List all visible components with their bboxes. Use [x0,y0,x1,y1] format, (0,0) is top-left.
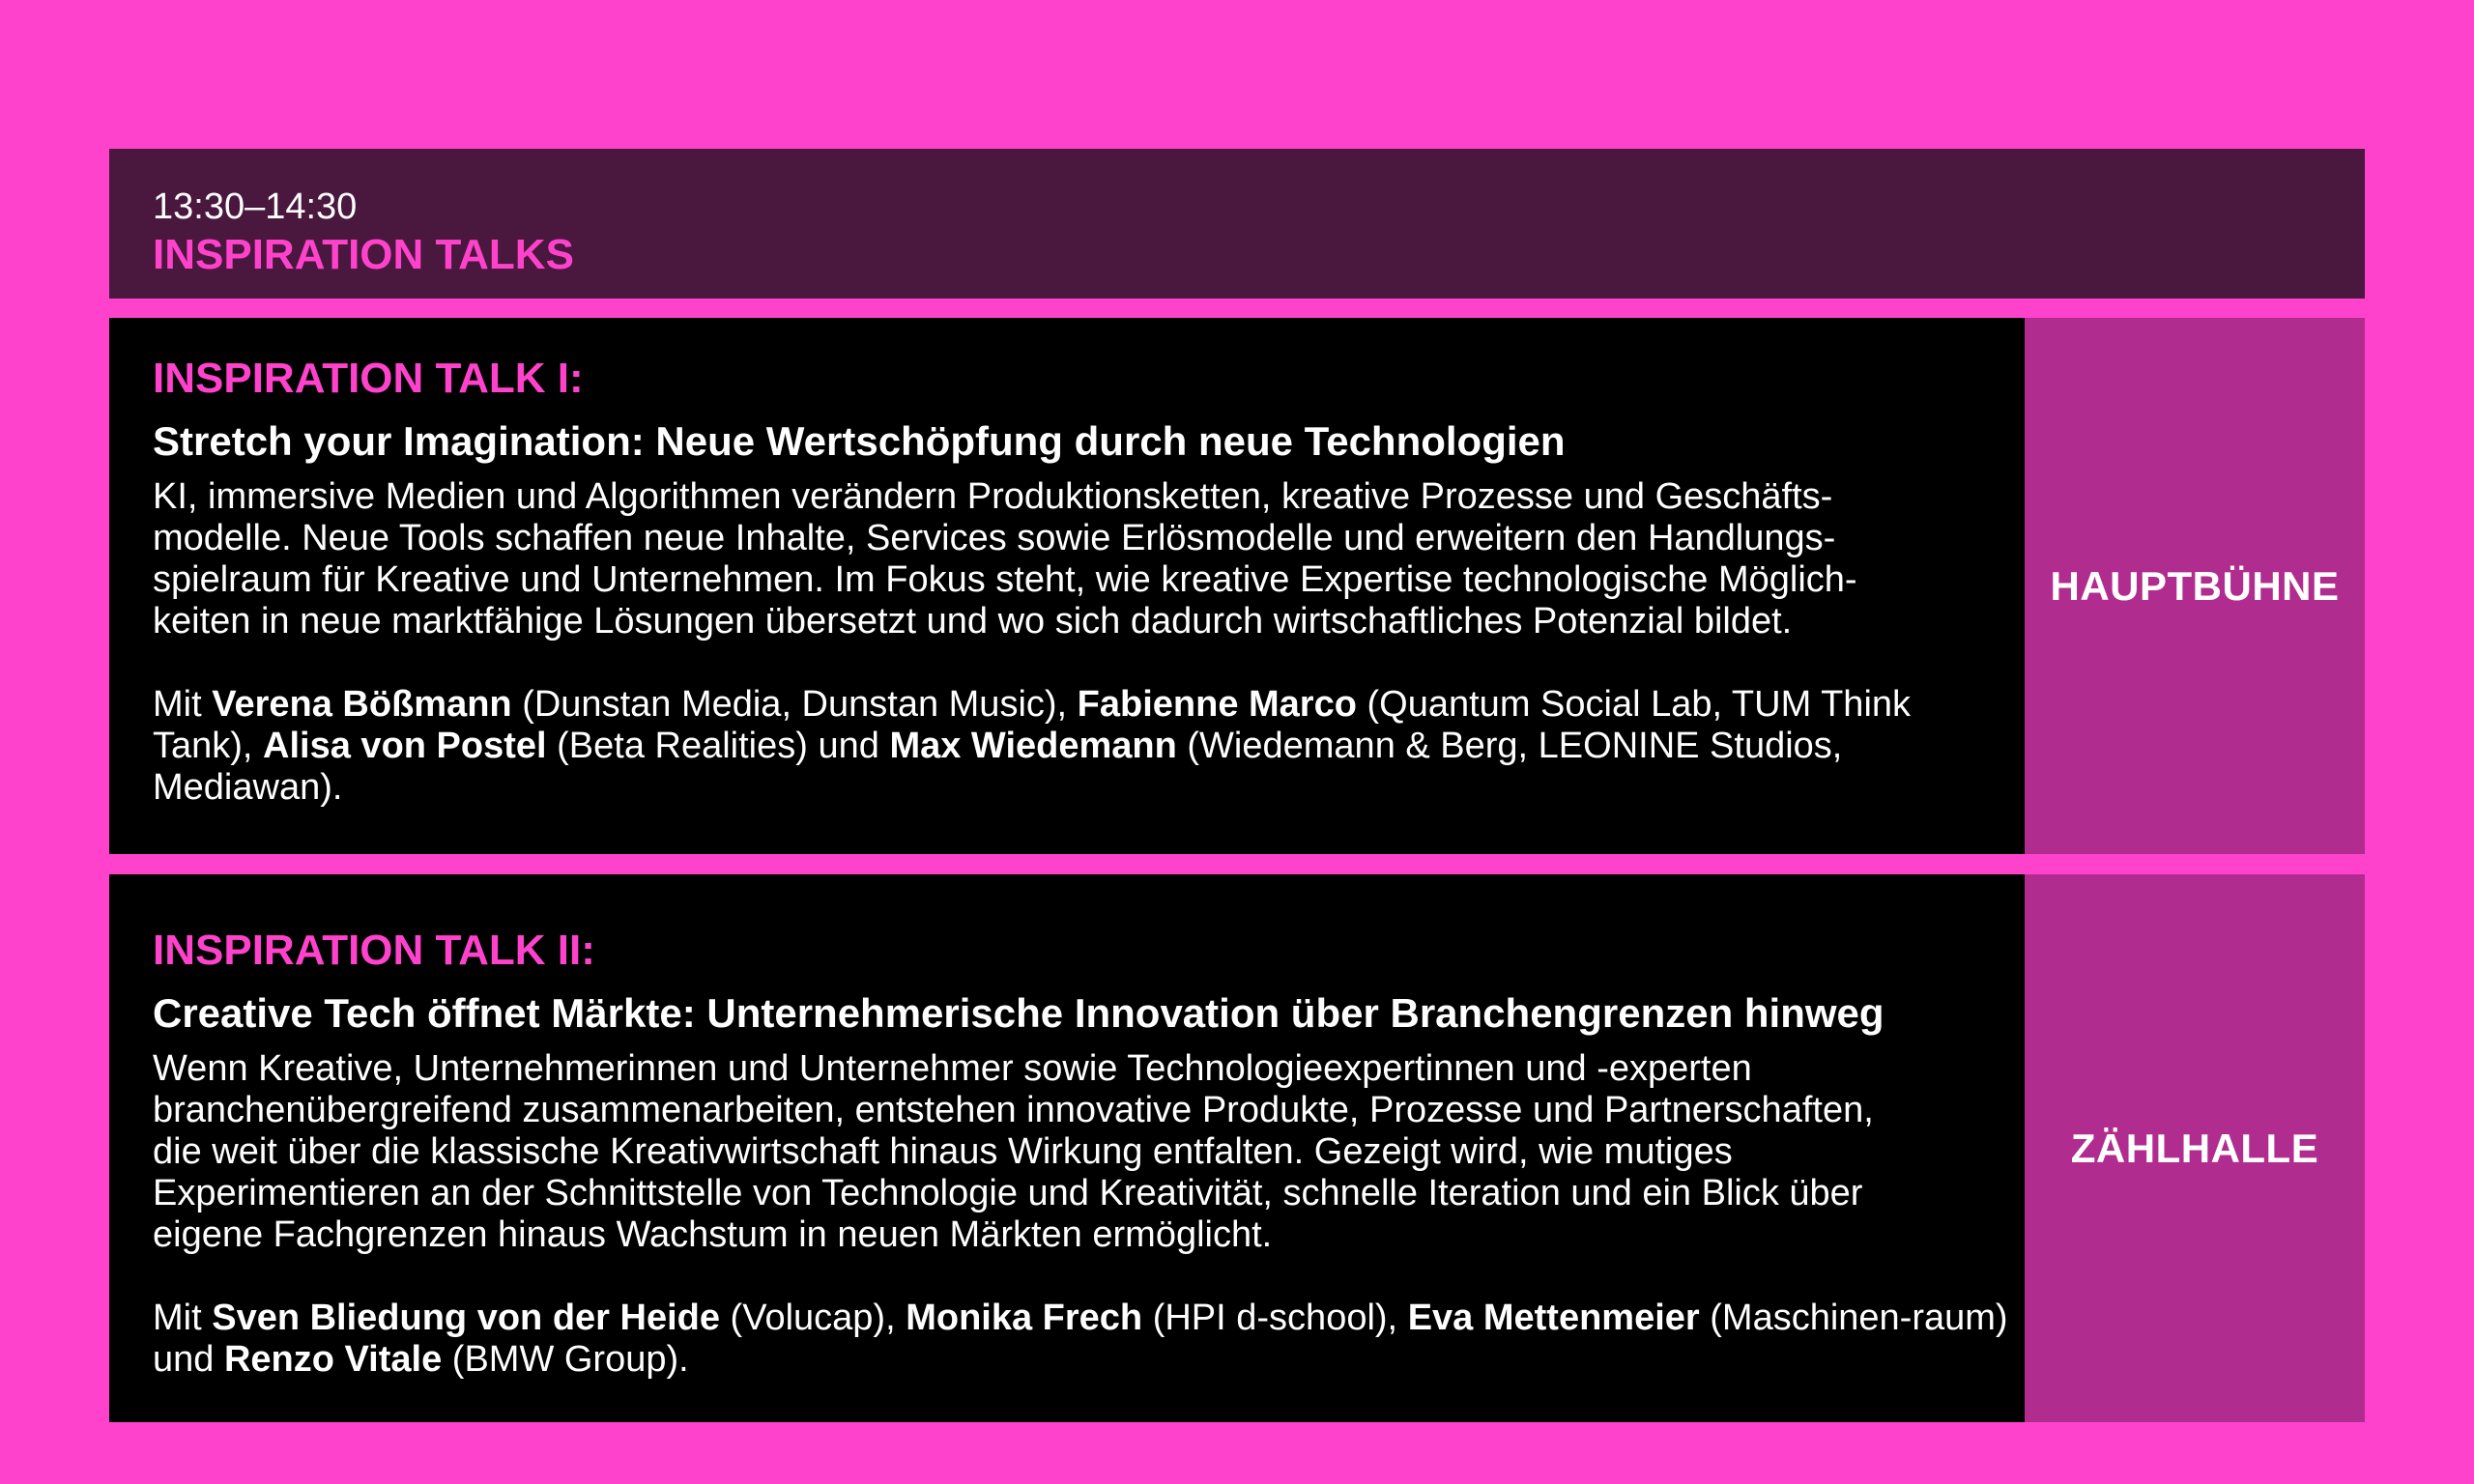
speaker-affiliation: (Dunstan Media, Dunstan Music), [511,684,1078,725]
speaker-affiliation: (Beta Realities) und [546,726,890,766]
talk-content [109,318,2025,854]
session-header [109,149,2365,299]
session-time: 13:30–14:30 [153,186,358,227]
talk-speakers [153,684,2008,809]
venue-badge [2025,318,2365,854]
talk-description: KI, immersive Medien und Algorithmen verändern Produktionsketten, kreative Prozesse und Geschäfts- modelle. Neue Tools schaffen neue Inhalte, Services sowie Erlösmodelle und erweitern den Handlungs- spielraum für Kreative und Unternehmen. Im Fokus steht, wie kreative Expertise technologische Möglich- keiten in neue marktfähige Lösungen übersetzt und wo sich dadurch wirtschaftliches Potenzial bildet. [153,476,1857,642]
speaker-name: Eva Mettenmeier [1407,1298,1700,1338]
venue-label: ZÄHLHALLE [2070,1125,2319,1171]
speaker-name: Alisa von Postel [263,726,547,766]
talk-title: Stretch your Imagination: Neue Wertschöpfung durch neue Technologien [153,418,1566,464]
speakers-intro: Mit [153,1298,213,1338]
speakers-intro: Mit [153,684,213,725]
speaker-name: Renzo Vitale [223,1339,443,1380]
speaker-name: Sven Bliedung von der Heide [212,1298,720,1338]
talk-speakers [153,1298,2008,1381]
speaker-affiliation: (Maschinen-raum) und [153,1298,2008,1380]
talk-description: Wenn Kreative, Unternehmerinnen und Unternehmer sowie Technologieexpertinnen und -experten branchenübergreifend zusammenarbeiten, entstehen innovative Produkte, Prozesse und Partnerschaften, die weit über die klassische Kreativwirtschaft hinaus Wirkung entfalten. Gezeigt wird, wie mutiges Experimentieren an der Schnittstelle von Technologie und Kreativität, schnelle Iteration und ein Blick über eigene Fachgrenzen hinaus Wachstum in neuen Märkten ermöglicht. [153,1048,1874,1255]
speaker-name: Monika Frech [906,1298,1143,1338]
talk-block-1 [109,318,2365,854]
speaker-name: Fabienne Marco [1077,684,1357,725]
talk-label: INSPIRATION TALK II: [153,927,595,974]
session-title: INSPIRATION TALKS [153,231,574,278]
talk-title: Creative Tech öffnet Märkte: Unternehmerische Innovation über Branchengrenzen hinweg [153,990,1884,1036]
talk-label: INSPIRATION TALK I: [153,355,584,402]
talk-block-2 [109,874,2365,1422]
speaker-name: Verena Bößmann [212,684,512,725]
speaker-affiliation: (Volucap), [719,1298,906,1338]
speaker-name: Max Wiedemann [889,726,1177,766]
speaker-affiliation: (BMW Group). [442,1339,689,1380]
speaker-affiliation: (Wiedemann & Berg, LEONINE Studios, Mediawan). [153,726,1843,808]
speaker-affiliation: (HPI d-school), [1142,1298,1408,1338]
talk-content [109,874,2025,1422]
venue-label: HAUPTBÜHNE [2050,562,2340,609]
venue-badge [2025,874,2365,1422]
speaker-affiliation: (Quantum Social Lab, TUM Think Tank), [153,684,1912,766]
